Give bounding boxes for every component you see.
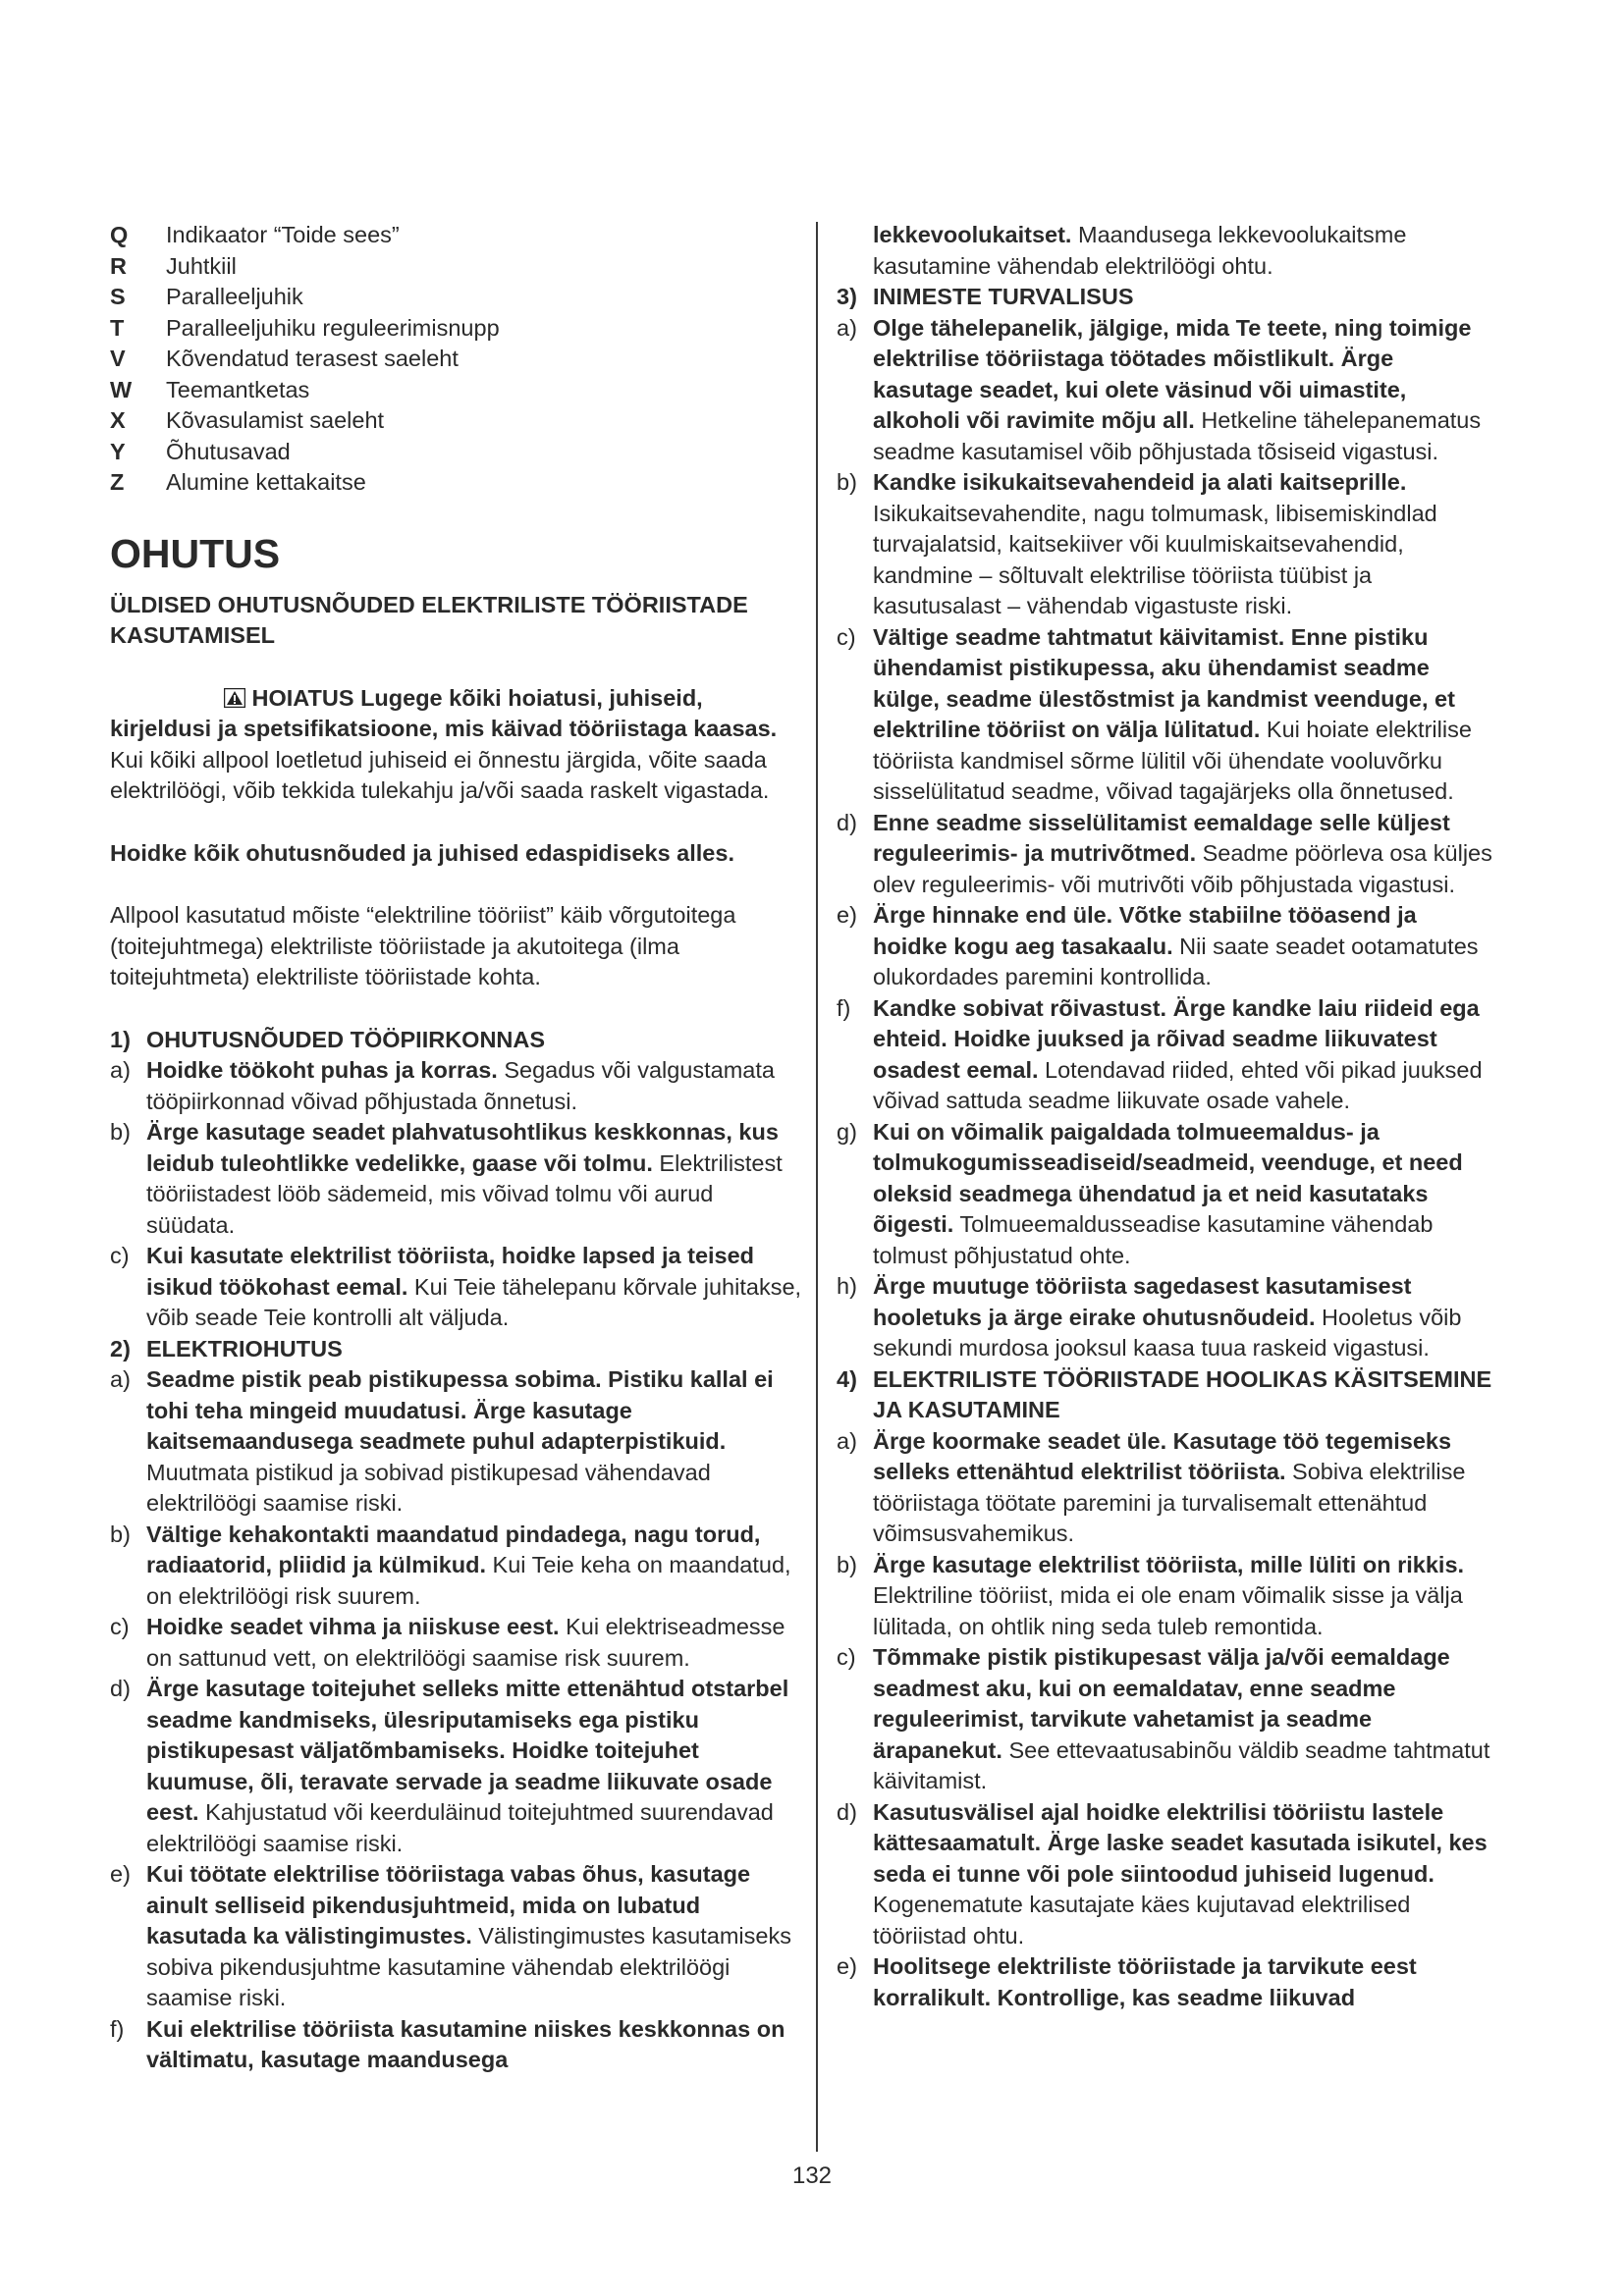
list-item: b) Vältige kehakontakti maandatud pindadega, nagu torud, radiaatorid, pliidid ja külmikud. Kui Teie keha on maandatud, on elektrilöögi risk suurem.: [110, 1521, 791, 1609]
list-item: b) Kandke isikukaitsevahendeid ja alati kaitseprille. Isikukaitsevahendite, nagu tolmumask, libisemiskindlad turvajalatsid, kaitsekiiver või kuulmiskaitsevahendid, kandmine – sõltuvalt elektrilise tööriista tüübist ja kasutusalast – vähendab vigastuste riski.: [837, 469, 1437, 618]
legend-row: [110, 405, 803, 437]
section-title: 3) INIMESTE TURVALISUS: [837, 284, 1134, 309]
warning-text: Kui kõiki allpool loetletud juhiseid ei õnnestu järgida, võite saada elektrilöögi, võib tekkida tulekahju ja/või saada raskelt vigastada.: [110, 746, 770, 803]
list-item-continued: lekkevoolukaitset. Maandusega lekkevoolukaitsme kasutamine vähendab elektrilöögi ohtu.: [873, 222, 1407, 279]
list-item: a) Ärge koormake seadet üle. Kasutage töö tegemiseks selleks ettenähtud elektrilist tööriista. Sobiva elektrilise tööriistaga töötate paremini ja turvalisemalt ettenähtud võimsusvahemikus.: [837, 1427, 1466, 1546]
list-item: d) Ärge kasutage toitejuhet selleks mitte ettenähtud otstarbel seadme kandmiseks, ülesriputamiseks ega pistiku pistikupesast väljatõmbamiseks. Hoidke toitejuhet kuumuse, õli, teravate servade ja seadme liikuvate osade eest. Kahjustatud või keerduläinud toitejuhtmed suurendavad elektrilöögi saamise riski.: [110, 1676, 789, 1856]
list-item: a) Seadme pistik peab pistikupessa sobima. Pistiku kallal ei tohi teha mingeid muudatusi. Ärge kasutage kaitsemaandusega seadmete puhul adapterpistikuid. Muutmata pistikud ja sobivad pistikupesad vähendavad elektrilöögi saamise riski.: [110, 1366, 774, 1516]
list-item: c) Tõmmake pistik pistikupesast välja ja/või eemaldage seadmest aku, kui on eemaldatav, enne seadme reguleerimist, tarvikute vahetamist ja seadme ärapanekut. See ettevaatusabinõu väldib seadme tahtmatut käivitamist.: [837, 1644, 1490, 1793]
legend-text: Alumine kettakaitse: [166, 469, 366, 495]
parts-legend: [110, 220, 803, 499]
list-item: d) Kasutusvälisel ajal hoidke elektrilisi tööriistu lastele kättesaamatult. Ärge laske seadet kasutada isikutel, kes seda ei tunne või pole siintoodud juhiseid lugenud. Kogenematute kasutajate käes kujutavad elektrilised tööriistad ohtu.: [837, 1798, 1488, 1949]
left-column: [110, 220, 803, 2076]
legend-text: Õhutusavad: [166, 438, 291, 464]
list-item: g) Kui on võimalik paigaldada tolmueemaldus- ja tolmukogumisseadiseid/seadmeid, veenduge, et need oleksid seadmega ühendatud ja et neid kasutataks õigesti. Tolmueemaldusseadise kasutamine vähendab tolmust põhjustatud ohte.: [837, 1118, 1463, 1268]
warning-block: [110, 683, 803, 807]
definition-paragraph: Allpool kasutatud mõiste “elektriline tööriist” käib võrgutoitega (toitejuhtmega) elektriliste tööriistade ja akutoitega (ilma toitejuhtmeta) elektriliste tööriistade kohta.: [110, 902, 736, 989]
legend-code: R: [110, 252, 127, 279]
list-item: e) Hoolitsege elektriliste tööriistade ja tarvikute eest korralikult. Kontrollige, kas seadme liikuvad: [837, 1953, 1417, 2010]
legend-code: Y: [110, 438, 126, 464]
legend-row: [110, 375, 803, 406]
legend-row: [110, 220, 803, 251]
right-column: [837, 220, 1494, 2013]
list-item: f) Kandke sobivat rõivastust. Ärge kandke laiu riideid ega ehteid. Hoidke juuksed ja rõivad seadme liikuvatest osadest eemal. Lotendavad riided, ehted või pikad juuksed võivad sattuda seadme liikuvate osade vahele.: [837, 994, 1483, 1113]
legend-code: Z: [110, 469, 125, 495]
page-number: 132: [791, 2163, 833, 2189]
list-item: c) Hoidke seadet vihma ja niiskuse eest. Kui elektriseadmesse on sattunud vett, on elektrilöögi saamise risk suurem.: [110, 1614, 785, 1671]
column-divider: [816, 222, 818, 2152]
legend-code: S: [110, 284, 126, 309]
section-title: 1) OHUTUSNÕUDED TÖÖPIIRKONNAS: [110, 1026, 546, 1052]
warning-lead: HOIATUS Lugege kõiki hoiatusi, juhiseid, kirjeldusi ja spetsifikatsioone, mis käivad tööriistaga kaasas.: [110, 684, 778, 741]
keep-instructions-note: Hoidke kõik ohutusnõuded ja juhised edaspidiseks alles.: [110, 839, 734, 866]
section-title: 4) ELEKTRILISTE TÖÖRIISTADE HOOLIKAS KÄSITSEMINE JA KASUTAMINE: [837, 1365, 1492, 1422]
legend-code: X: [110, 407, 126, 433]
legend-text: Kõvasulamist saeleht: [166, 407, 385, 433]
legend-row: [110, 282, 803, 313]
list-item: a) Olge tähelepanelik, jälgige, mida Te teete, ning toimige elektrilise tööriistaga töötades mõistlikult. Ärge kasutage seadet, kui olete väsinud või uimastite, alkoholi või ravimite mõju all. Hetkeline tähelepanematus seadme kasutamisel võib põhjustada tõsiseid vigastusi.: [837, 314, 1482, 464]
list-item: f) Kui elektrilise tööriista kasutamine niiskes keskkonnas on vältimatu, kasutage maandusega: [110, 2015, 785, 2072]
legend-row: [110, 344, 803, 375]
list-item: b) Ärge kasutage elektrilist tööriista, mille lüliti on rikkis. Elektriline tööriist, mida ei ole enam võimalik sisse ja välja lülitada, on ohtlik ning seda tuleb remontida.: [837, 1551, 1465, 1639]
legend-row: [110, 437, 803, 468]
section-title: 2) ELEKTRIOHUTUS: [110, 1335, 343, 1362]
list-item: d) Enne seadme sisselülitamist eemaldage selle küljest reguleerimis- ja mutrivõtmed. Seadme pöörleva osa küljes olev reguleerimis- või mutrivõti võib põhjustada vigastusi.: [837, 809, 1492, 897]
list-item: c) Vältige seadme tahtmatut käivitamist. Enne pistiku ühendamist pistikupessa, aku ühendamist seadme külge, seadme ülestõstmist ja kandmist veenduge, et elektriline tööriist on välja lülitatud. Kui hoiate elektrilise tööriista kandmisel sõrme lülitil või ühendate vooluvõrku sisselülitatud seadme, võivad tagajärjeks olla õnnetused.: [837, 623, 1472, 804]
legend-text: Juhtkiil: [166, 252, 237, 279]
list-item: e) Kui töötate elektrilise tööriistaga vabas õhus, kasutage ainult selliseid pikendusjuhtmeid, mida on lubatud kasutada ka välistingimustes. Välistingimustes kasutamiseks sobiva pikendusjuhtme kasutamine vähendab elektrilöögi saamise riski.: [110, 1861, 791, 2010]
legend-row: [110, 467, 803, 499]
legend-code: Q: [110, 222, 129, 247]
legend-text: Teemantketas: [166, 376, 310, 402]
list-item: b) Ärge kasutage seadet plahvatusohtlikus keskkonnas, kus leidub tuleohtlikke vedelikke, gaase või tolmu. Elektrilistest tööriistadest lööb sädemeid, mis võivad tolmu või aurud süüdata.: [110, 1119, 783, 1238]
list-item: c) Kui kasutate elektrilist tööriista, hoidke lapsed ja teised isikud töökohast eemal. Kui Teie tähelepanu kõrvale juhitakse, võib seade Teie kontrolli alt väljuda.: [110, 1243, 802, 1330]
warning-triangle-icon: [224, 688, 245, 708]
legend-text: Kõvendatud terasest saeleht: [166, 346, 459, 371]
list-item: a) Hoidke töökoht puhas ja korras. Segadus või valgustamata tööpiirkonnad võivad põhjustada õnnetusi.: [110, 1057, 775, 1114]
legend-text: Paralleeljuhik: [166, 284, 303, 309]
list-item: e) Ärge hinnake end üle. Võtke stabiilne tööasend ja hoidke kogu aeg tasakaalu. Nii saate seadet ootamatutes olukordades paremini kontrollida.: [837, 902, 1479, 989]
legend-code: V: [110, 346, 126, 371]
legend-code: W: [110, 376, 133, 402]
legend-text: Indikaator “Toide sees”: [166, 222, 400, 247]
section-heading: OHUTUS: [110, 530, 281, 576]
legend-row: [110, 313, 803, 345]
legend-row: [110, 251, 803, 283]
legend-code: T: [110, 314, 125, 341]
list-item: h) Ärge muutuge tööriista sagedasest kasutamisest hooletuks ja ärge eirake ohutusnõudeid. Hooletus võib sekundi murdosa jooksul kaasa tuua raskeid vigastusi.: [837, 1273, 1462, 1361]
legend-text: Paralleeljuhiku reguleerimisnupp: [166, 314, 500, 341]
section-subheading: ÜLDISED OHUTUSNÕUDED ELEKTRILISTE TÖÖRIISTADE KASUTAMISEL: [110, 591, 748, 648]
